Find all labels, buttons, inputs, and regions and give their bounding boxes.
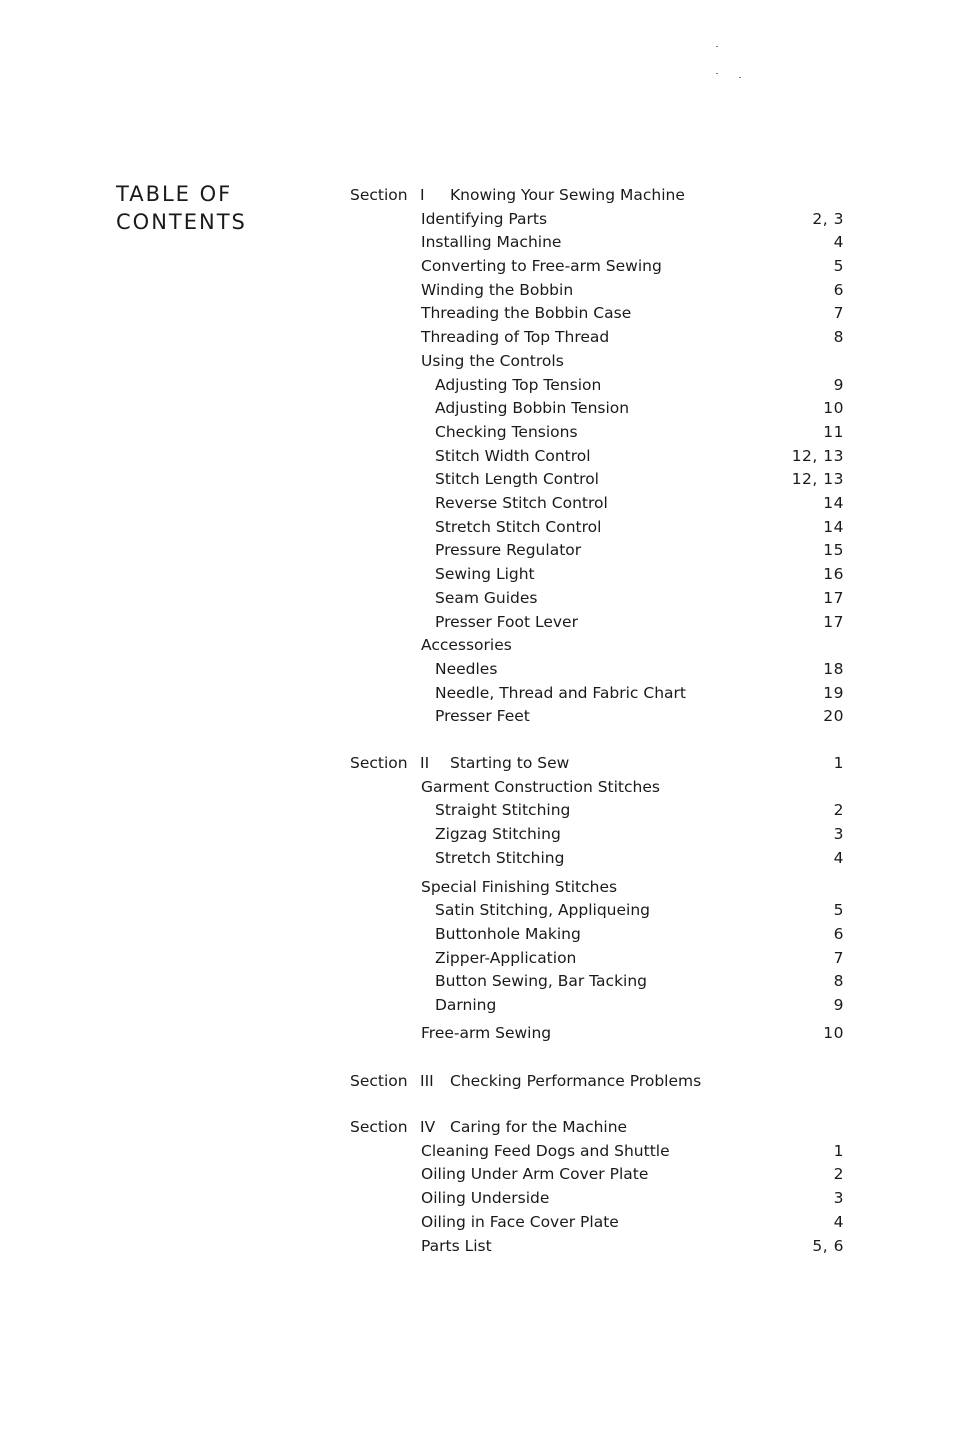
page-number: 2 xyxy=(833,1165,844,1183)
page-number: 11 xyxy=(823,423,844,441)
page-number: 18 xyxy=(823,660,844,678)
toc-entry xyxy=(0,231,954,253)
section-title: Caring for the Machine xyxy=(450,1118,628,1136)
print-speck xyxy=(716,73,718,74)
toc-entry xyxy=(0,1140,954,1162)
toc-entry xyxy=(0,468,954,490)
section-title: Starting to Sew xyxy=(450,754,570,772)
toc-entry xyxy=(0,682,954,704)
entry-title: Stitch Width Control xyxy=(435,447,591,465)
page-number: 5 xyxy=(833,257,844,275)
toc-entry xyxy=(0,208,954,230)
entry-title: Straight Stitching xyxy=(435,801,571,819)
toc-entry xyxy=(0,326,954,348)
toc-entry xyxy=(0,799,954,821)
toc-entry xyxy=(0,994,954,1016)
toc-entry xyxy=(0,255,954,277)
entry-title: Pressure Regulator xyxy=(435,541,582,559)
toc-entry xyxy=(0,1163,954,1185)
section-title: Checking Performance Problems xyxy=(450,1072,702,1090)
section-label: Section xyxy=(350,186,408,204)
toc-entry xyxy=(0,350,954,372)
toc-entry xyxy=(0,421,954,443)
page-number: 12, 13 xyxy=(791,470,844,488)
entry-title: Free-arm Sewing xyxy=(421,1024,552,1042)
page-number: 10 xyxy=(823,1024,844,1042)
entry-title: Adjusting Top Tension xyxy=(435,376,602,394)
toc-entry xyxy=(0,658,954,680)
entry-title: Garment Construction Stitches xyxy=(421,778,660,796)
toc-entry xyxy=(0,847,954,869)
page-number: 5 xyxy=(833,901,844,919)
entry-title: Adjusting Bobbin Tension xyxy=(435,399,630,417)
entry-title: Seam Guides xyxy=(435,589,538,607)
entry-title: Needles xyxy=(435,660,498,678)
page-number: 6 xyxy=(833,925,844,943)
entry-title: Checking Tensions xyxy=(435,423,578,441)
entry-title: Oiling Underside xyxy=(421,1189,550,1207)
page-number: 19 xyxy=(823,684,844,702)
page-number: 20 xyxy=(823,707,844,725)
page-number: 17 xyxy=(823,613,844,631)
toc-entry xyxy=(0,776,954,798)
page-number: 1 xyxy=(833,754,844,772)
entry-title: Accessories xyxy=(421,636,512,654)
page-number: 4 xyxy=(833,1213,844,1231)
entry-title: Zigzag Stitching xyxy=(435,825,561,843)
entry-title: Reverse Stitch Control xyxy=(435,494,608,512)
entry-title: Presser Foot Lever xyxy=(435,613,578,631)
toc-entry xyxy=(0,1187,954,1209)
entry-title: Identifying Parts xyxy=(421,210,548,228)
page-number: 4 xyxy=(833,233,844,251)
page-number: 2 xyxy=(833,801,844,819)
entry-title: Parts List xyxy=(421,1237,492,1255)
page-number: 4 xyxy=(833,849,844,867)
entry-title: Using the Controls xyxy=(421,352,564,370)
entry-title: Cleaning Feed Dogs and Shuttle xyxy=(421,1142,670,1160)
toc-entry xyxy=(0,1211,954,1233)
print-speck xyxy=(716,46,718,47)
toc-entry xyxy=(0,516,954,538)
page-number: 15 xyxy=(823,541,844,559)
toc-entry xyxy=(0,899,954,921)
page-number: 1 xyxy=(833,1142,844,1160)
toc-entry xyxy=(0,587,954,609)
toc-entry xyxy=(0,374,954,396)
page-number: 14 xyxy=(823,494,844,512)
entry-title: Stretch Stitch Control xyxy=(435,518,602,536)
entry-title: Sewing Light xyxy=(435,565,535,583)
page-number: 5, 6 xyxy=(812,1237,844,1255)
page-number: 16 xyxy=(823,565,844,583)
toc-entry xyxy=(0,279,954,301)
entry-title: Installing Machine xyxy=(421,233,562,251)
section-number: I xyxy=(420,186,425,204)
toc-entry xyxy=(0,611,954,633)
page-number: 14 xyxy=(823,518,844,536)
page-number: 12, 13 xyxy=(791,447,844,465)
toc-entry xyxy=(0,492,954,514)
print-speck xyxy=(739,77,741,78)
toc-entry xyxy=(0,302,954,324)
page-number: 6 xyxy=(833,281,844,299)
section-label: Section xyxy=(350,1118,408,1136)
page-number: 7 xyxy=(833,949,844,967)
page-number: 2, 3 xyxy=(812,210,844,228)
section-number: III xyxy=(420,1072,434,1090)
page-number: 3 xyxy=(833,825,844,843)
page-number: 3 xyxy=(833,1189,844,1207)
entry-title: Stretch Stitching xyxy=(435,849,565,867)
entry-title: Special Finishing Stitches xyxy=(421,878,618,896)
entry-title: Winding the Bobbin xyxy=(421,281,574,299)
page-number: 8 xyxy=(833,328,844,346)
toc-section-heading xyxy=(0,1116,954,1138)
toc-section-heading xyxy=(0,752,954,774)
toc-section-heading xyxy=(0,184,954,206)
toc-entry xyxy=(0,1235,954,1257)
toc-entry xyxy=(0,539,954,561)
toc-entry xyxy=(0,923,954,945)
toc-entry xyxy=(0,705,954,727)
toc-entry xyxy=(0,1022,954,1044)
entry-title: Buttonhole Making xyxy=(435,925,581,943)
section-label: Section xyxy=(350,754,408,772)
entry-title: Zipper-Application xyxy=(435,949,577,967)
toc-entry xyxy=(0,823,954,845)
section-title: Knowing Your Sewing Machine xyxy=(450,186,685,204)
entry-title: Presser Feet xyxy=(435,707,530,725)
entry-title: Stitch Length Control xyxy=(435,470,599,488)
toc-section-heading xyxy=(0,1070,954,1092)
section-number: II xyxy=(420,754,430,772)
toc-entry xyxy=(0,970,954,992)
entry-title: Oiling in Face Cover Plate xyxy=(421,1213,619,1231)
section-label: Section xyxy=(350,1072,408,1090)
entry-title: Oiling Under Arm Cover Plate xyxy=(421,1165,649,1183)
toc-entry xyxy=(0,876,954,898)
page-number: 10 xyxy=(823,399,844,417)
toc-entry xyxy=(0,563,954,585)
toc-heading-line2: CONTENTS xyxy=(116,210,247,234)
toc-entry xyxy=(0,634,954,656)
toc-heading-line1: TABLE OF xyxy=(116,182,233,206)
entry-title: Satin Stitching, Appliqueing xyxy=(435,901,651,919)
toc-entry xyxy=(0,445,954,467)
entry-title: Darning xyxy=(435,996,497,1014)
entry-title: Needle, Thread and Fabric Chart xyxy=(435,684,686,702)
entry-title: Converting to Free-arm Sewing xyxy=(421,257,662,275)
page-number: 9 xyxy=(833,376,844,394)
page-number: 8 xyxy=(833,972,844,990)
page-number: 9 xyxy=(833,996,844,1014)
toc-entry xyxy=(0,397,954,419)
page-number: 17 xyxy=(823,589,844,607)
entry-title: Threading of Top Thread xyxy=(421,328,610,346)
toc-entry xyxy=(0,947,954,969)
entry-title: Threading the Bobbin Case xyxy=(421,304,632,322)
section-number: IV xyxy=(420,1118,436,1136)
entry-title: Button Sewing, Bar Tacking xyxy=(435,972,648,990)
page-number: 7 xyxy=(833,304,844,322)
